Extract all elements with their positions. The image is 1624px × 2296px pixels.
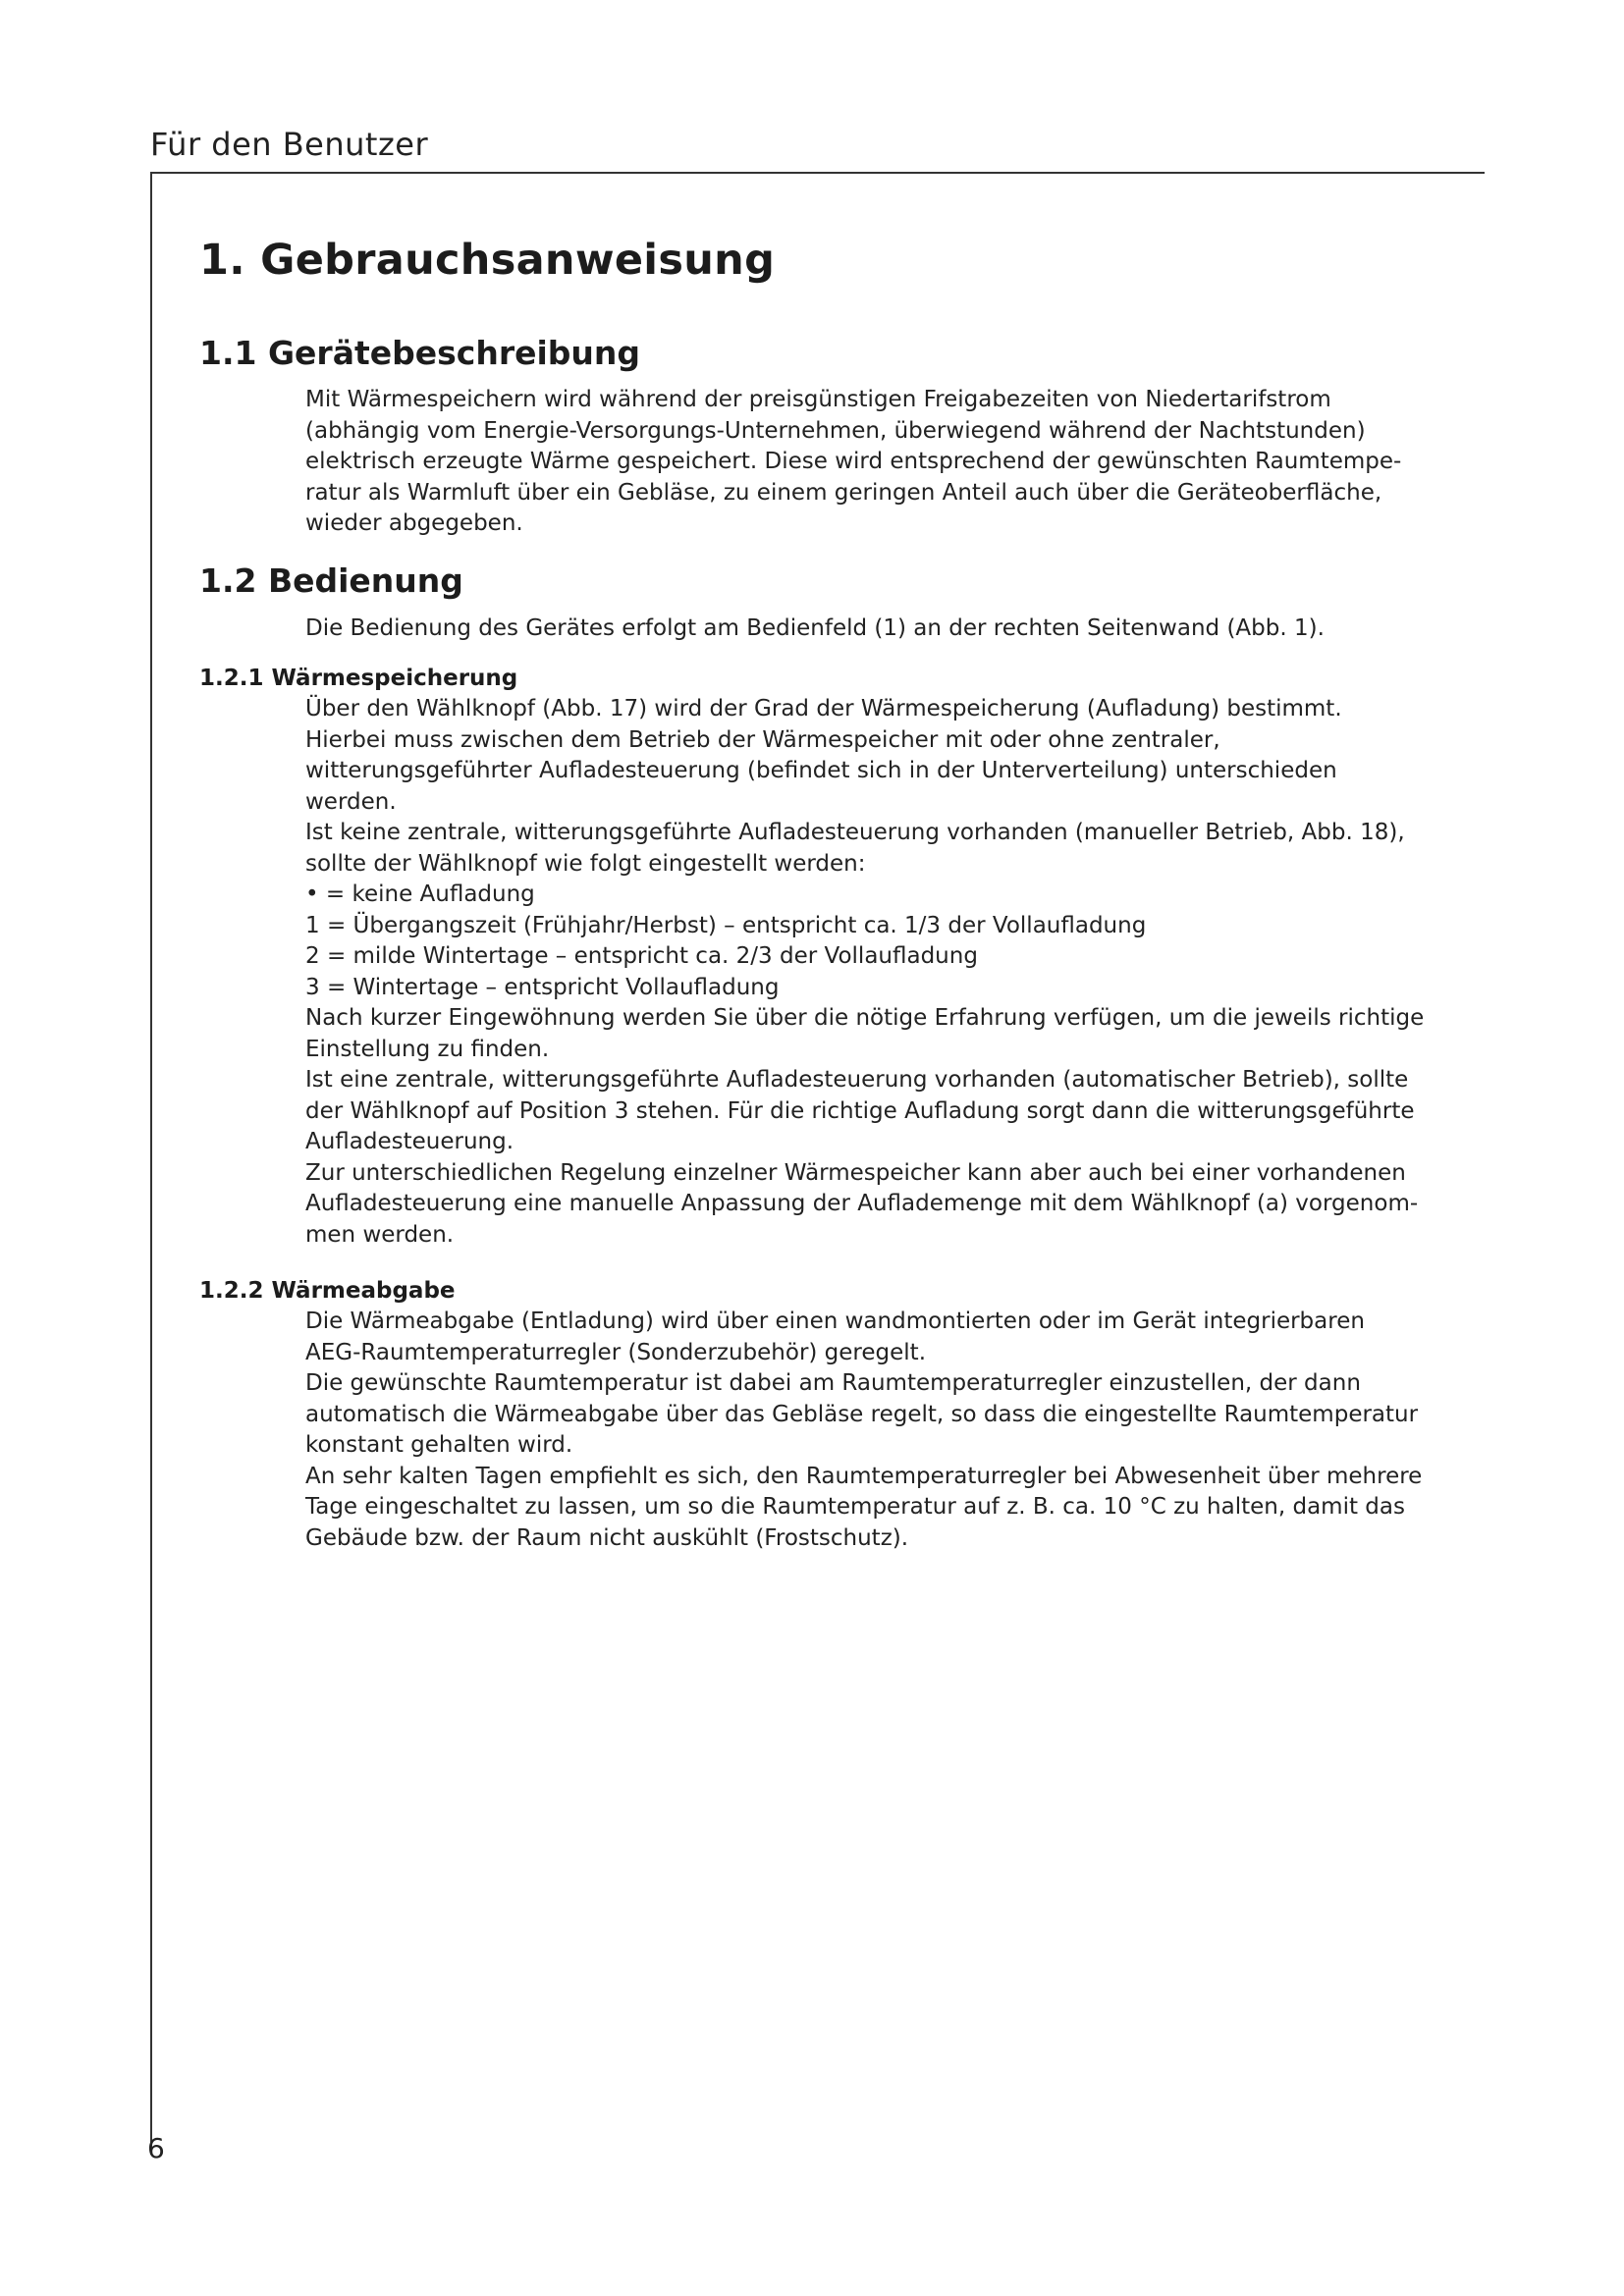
section-body-1-1 [305,385,1401,540]
running-header: Für den Benutzer [150,126,429,163]
text-line: Tage eingeschaltet zu lassen, um so die Raumtemperatur auf z. B. ca. 10 °C zu halten, damit das [305,1494,1405,1520]
page-number: 6 [147,2132,165,2164]
header-rule [150,172,1485,174]
text-line: Die gewünschte Raumtemperatur ist dabei am Raumtemperaturregler einzustellen, der dann [305,1370,1361,1396]
text-line: Gebäude bzw. der Raum nicht auskühlt (Frostschutz). [305,1524,909,1551]
text-line: Einstellung zu finden. [305,1036,550,1062]
text-line: automatisch die Wärmeabgabe über das Gebläse regelt, so dass die eingestellte Raumtemperatur [305,1401,1419,1427]
text-line: Ist keine zentrale, witterungsgeführte Aufladesteuerung vorhanden (manueller Betrieb, Abb. 18), [305,820,1405,845]
text-line: Über den Wählknopf (Abb. 17) wird der Grad der Wärmespeicherung (Aufladung) bestimmt. [305,696,1342,721]
text-line: elektrisch erzeugte Wärme gespeichert. Diese wird entsprechend der gewünschten Raumtempe- [305,449,1402,474]
section-heading-1-1: 1.1 Gerätebeschreibung [199,334,641,372]
text-line: sollte der Wählknopf wie folgt eingestellt werden: [305,850,866,877]
text-line: konstant gehalten wird. [305,1432,573,1458]
list-item-setting-2: 2 = milde Wintertage – entspricht ca. 2/3 der Vollaufladung [305,943,978,969]
text-line: Hierbei muss zwischen dem Betrieb der Wärmespeicher mit oder ohne zentraler, [305,726,1220,753]
text-line: ratur als Warmluft über ein Gebläse, zu einem geringen Anteil auch über die Geräteoberfläche, [305,479,1382,506]
section-body-1-2-2 [305,1307,1422,1554]
text-line: Ist eine zentrale, witterungsgeführte Aufladesteuerung vorhanden (automatischer Betrieb), sollte [305,1067,1409,1093]
text-line: der Wählknopf auf Position 3 stehen. Für die richtige Aufladung sorgt dann die witterungsgeführte [305,1097,1415,1124]
text-line: Aufladesteuerung. [305,1129,514,1154]
list-item-setting-1: 1 = Übergangszeit (Frühjahr/Herbst) – entspricht ca. 1/3 der Vollaufladung [305,912,1147,938]
text-line: Die Bedienung des Gerätes erfolgt am Bedienfeld (1) an der rechten Seitenwand (Abb. 1). [305,615,1325,641]
section-heading-1-2-1: 1.2.1 Wärmespeicherung [199,666,518,691]
text-line: An sehr kalten Tagen empfiehlt es sich, den Raumtemperaturregler bei Abwesenheit über mehrere [305,1463,1423,1489]
section-heading-1-2: 1.2 Bedienung [199,561,463,600]
chapter-title: 1. Gebrauchsanweisung [199,236,776,285]
text-line: Mit Wärmespeichern wird während der preisgünstigen Freigabezeiten von Niedertarifstrom [305,387,1331,412]
list-item-setting-dot: • = keine Aufladung [305,881,535,907]
text-line: wieder abgegeben. [305,510,523,536]
section-body-1-2-1 [305,694,1424,1251]
text-line: AEG-Raumtemperaturregler (Sonderzubehör) geregelt. [305,1339,927,1365]
section-body-1-2 [305,614,1325,645]
left-margin-rule [150,172,152,2155]
text-line: witterungsgeführter Aufladesteuerung (befindet sich in der Unterverteilung) unterschieden [305,758,1337,783]
text-line: Aufladesteuerung eine manuelle Anpassung der Auflademenge mit dem Wählknopf (a) vorgenom- [305,1191,1419,1216]
text-line: werden. [305,788,397,815]
section-heading-1-2-2: 1.2.2 Wärmeabgabe [199,1278,456,1304]
text-line: men werden. [305,1221,455,1248]
text-line: Nach kurzer Eingewöhnung werden Sie über die nötige Erfahrung verfügen, um die jeweils richtige [305,1005,1425,1031]
text-line: (abhängig vom Energie-Versorgungs-Unternehmen, überwiegend während der Nachtstunden) [305,417,1366,444]
list-item-setting-3: 3 = Wintertage – entspricht Vollaufladung [305,974,780,1000]
text-line: Zur unterschiedlichen Regelung einzelner Wärmespeicher kann aber auch bei einer vorhandenen [305,1159,1406,1186]
text-line: Die Wärmeabgabe (Entladung) wird über einen wandmontierten oder im Gerät integrierbaren [305,1308,1365,1334]
